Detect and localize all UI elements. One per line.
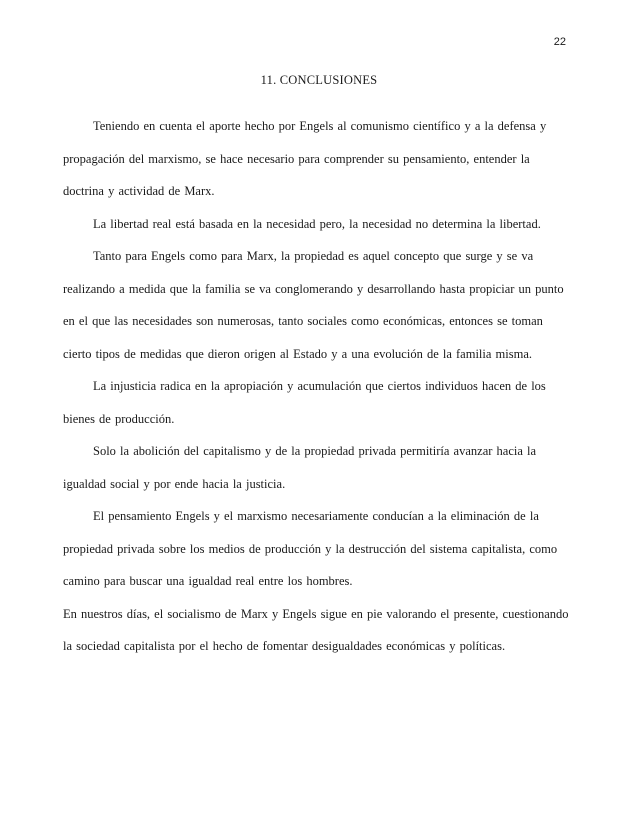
page-number: 22 [553, 36, 566, 48]
paragraph-3: Tanto para Engels como para Marx, la propiedad es aquel concepto que surge y se va realizando a medida que la familia se va conglomerando y desarrollando hasta propiciar un punto en el que las necesidades son numerosas, tanto sociales como económicas, entonces se toman cierto tipos de medidas que dieron origen al Estado y a una evolución de la familia misma. [63, 249, 564, 361]
paragraph-2: La libertad real está basada en la necesidad pero, la necesidad no determina la libertad. [93, 216, 541, 231]
paragraph-4: La injusticia radica en la apropiación y acumulación que ciertos individuos hacen de los bienes de producción. [63, 379, 546, 426]
paragraph-1: Teniendo en cuenta el aporte hecho por Engels al comunismo científico y a la defensa y propagación del marxismo, se hace necesario para comprender su pensamiento, entender la doctrina y actividad de Marx. [63, 119, 547, 198]
page-title: 11. CONCLUSIONES [260, 73, 378, 87]
document-body [63, 110, 573, 663]
paragraph-7: En nuestros días, el socialismo de Marx y Engels sigue en pie valorando el presente, cuestionando la sociedad capitalista por el hecho de fomentar desigualdades económicas y políticas. [63, 606, 569, 653]
paragraph-6: El pensamiento Engels y el marxismo necesariamente conducían a la eliminación de la propiedad privada sobre los medios de producción y la destrucción del sistema capitalista, como camino para buscar una igualdad real entre los hombres. [63, 509, 558, 588]
paragraph-5: Solo la abolición del capitalismo y de la propiedad privada permitiría avanzar hacia la igualdad social y por ende hacia la justicia. [63, 444, 537, 491]
